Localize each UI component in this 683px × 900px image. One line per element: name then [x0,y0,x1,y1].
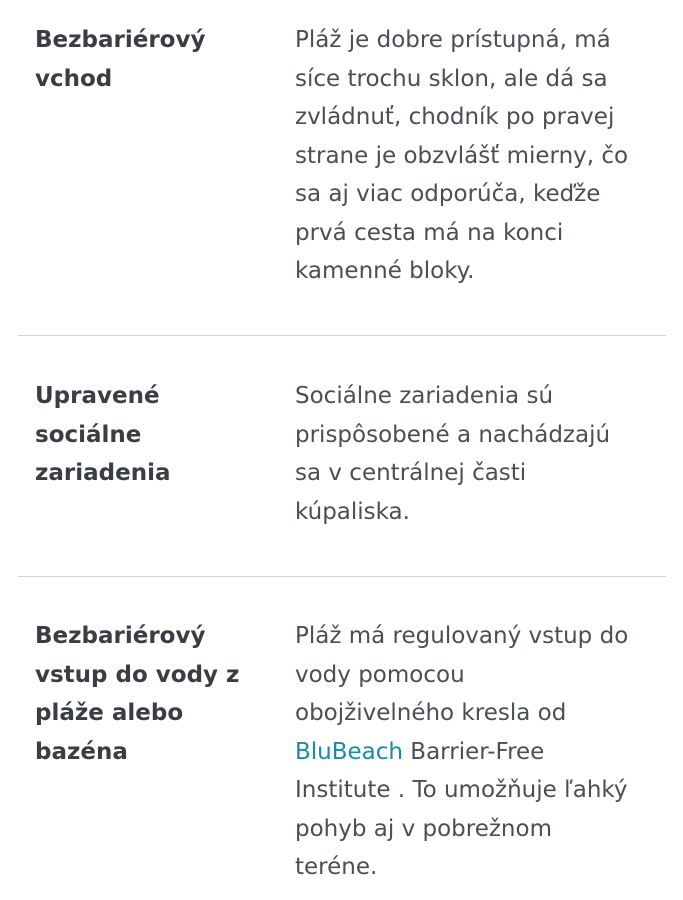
label-line: Bezbariérový [35,27,206,53]
desc-line: Pláž je dobre prístupná, má [295,27,611,53]
desc-line: zvládnuť, chodník po pravej [295,104,615,130]
desc-line: strane je obzvlášť mierny, čo [295,142,629,169]
label-line: bazéna [35,738,128,765]
label-line: pláže alebo [35,700,184,726]
desc-line: Institute . To umožňuje ľahký [295,777,628,803]
row-description [295,21,665,291]
desc-line: pohyb aj v pobrežnom [295,815,552,842]
desc-line: Sociálne zariadenia sú [295,383,554,409]
row-barrier-free-water-entry [0,576,683,900]
desc-text-after-link: Barrier-Free [403,738,545,765]
desc-line: teréne. [295,854,378,880]
desc-line: sa aj viac odporúča, keďže [295,181,601,207]
desc-line: Pláž má regulovaný vstup do [295,623,629,649]
row-description [295,617,665,887]
desc-line: prispôsobené a nachádzajú [295,421,611,448]
desc-line-with-link [295,733,665,772]
row-adapted-sanitary-facilities [0,336,683,576]
desc-line: vody pomocou [295,661,465,688]
row-label [35,377,255,493]
row-description [295,377,665,531]
desc-line: kamenné bloky. [295,258,475,284]
desc-line: kúpaliska. [295,498,410,525]
desc-line: sa v centrálnej časti [295,460,527,486]
label-line: vchod [35,65,113,92]
label-line: vstup do vody z [35,661,240,688]
desc-line: prvá cesta má na konci [295,219,564,246]
label-line: zariadenia [35,460,171,486]
blubeach-link[interactable]: BluBeach [295,738,403,765]
row-label [35,617,255,771]
label-line: Bezbariérový [35,623,206,649]
desc-line: síce trochu sklon, ale dá sa [295,65,608,92]
row-label [35,21,255,98]
row-barrier-free-entrance [0,0,683,336]
desc-line: obojživelného kresla od [295,700,567,726]
label-line: sociálne [35,421,142,448]
label-line: Upravené [35,383,160,409]
